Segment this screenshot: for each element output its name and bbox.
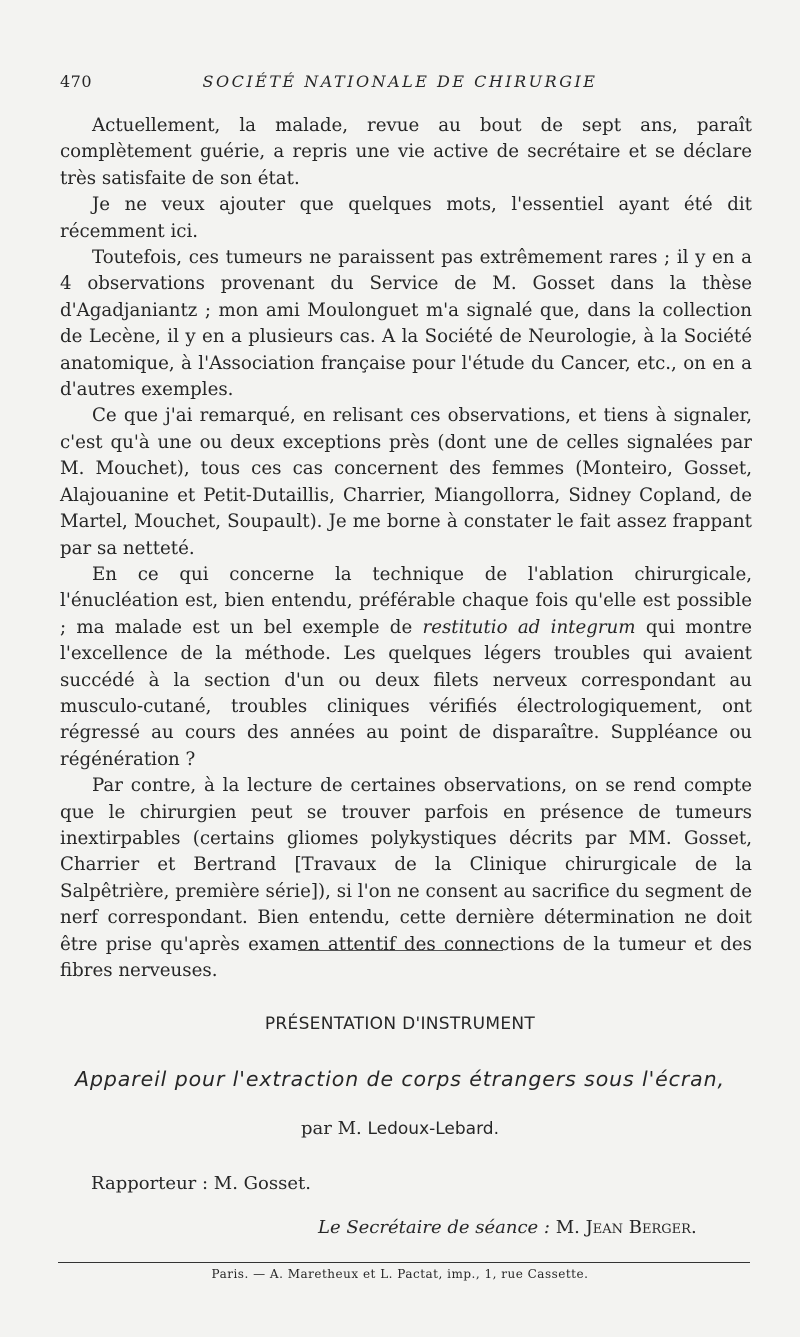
secretary-name: M. Jean Berger.: [555, 1217, 697, 1238]
rapporteur-line: Rapporteur : M. Gosset.: [91, 1173, 311, 1194]
article-body: [60, 113, 752, 984]
secretary-label: Le Secrétaire de séance :: [318, 1217, 550, 1238]
section-title: PRÉSENTATION D'INSTRUMENT: [264, 1014, 536, 1034]
author-prefix: par M.: [301, 1118, 362, 1139]
author-line: [0, 1118, 800, 1139]
paragraph: Ce que j'ai remarqué, en relisant ces observations, et tiens à signaler, c'est qu'à une ou deux exceptions près (dont une de celles signalées par M. Mouchet), tous ces cas concernent des femmes (Monteiro, Gosset, Alajouanine et Petit-Dutaillis, Charrier, Miangollorra, Sidney Copland, de Martel, Mouchet, Soupault). Je me borne à constater le fait assez frappant par sa netteté.: [60, 405, 752, 559]
paragraph: Je ne veux ajouter que quelques mots, l'essentiel ayant été dit récemment ici.: [60, 194, 752, 242]
paragraph: Actuellement, la malade, revue au bout de sept ans, paraît complètement guérie, a repris une vie active de secrétaire et se déclare très satisfaite de son état.: [60, 115, 752, 189]
section-divider: [298, 950, 503, 951]
paragraph-text: qui montre l'excellence de la méthode. Les quelques légers troubles qui avaient succédé à la section d'un ou deux filets nerveux correspondant au musculo-cutané, troubles cliniques vérifiés électrologiquement, ont régressé au cours des années au point de disparaître. Suppléance ou régénération ?: [60, 616, 752, 770]
printer-imprint: Paris. — A. Maretheux et L. Pactat, imp., 1, rue Cassette.: [211, 1267, 589, 1281]
page-number: 470: [60, 72, 93, 91]
latin-phrase: restitutio ad integrum: [422, 616, 636, 638]
paragraph: Toutefois, ces tumeurs ne paraissent pas extrêmement rares ; il y en a 4 observations provenant du Service de M. Gosset dans la thèse d'Agadjaniantz ; mon ami Moulonguet m'a signalé que, dans la collection de Lecène, il y en a plusieurs cas. A la Société de Neurologie, à la Société anatomique, à l'Association française pour l'étude du Cancer, etc., on en a d'autres exemples.: [60, 247, 752, 401]
article-title: Appareil pour l'extraction de corps étrangers sous l'écran,: [75, 1067, 725, 1091]
paragraph: Par contre, à la lecture de certaines observations, on se rend compte que le chirurgien peut se trouver parfois en présence de tumeurs inextirpables (certains gliomes polykystiques décrits par MM. Gosset, Charrier et Bertrand [Travaux de la Clinique chirurgicale de la Salpêtrière, première série]), si l'on ne consent au sacrifice du segment de nerf correspondant. Bien entendu, cette dernière détermination ne doit être prise qu'après examen attentif des connections de la tumeur et des fibres nerveuses.: [60, 775, 752, 981]
footer-rule: [58, 1262, 750, 1263]
paragraph-text: En ce qui concerne la technique de l'ablation chirurgicale, l'énucléation est, bien entendu, préférable chaque fois qu'elle est possible ; ma malade est un bel exemple de: [60, 563, 752, 638]
secretary-line: [318, 1217, 697, 1238]
author-name: Ledoux-Lebard.: [367, 1119, 499, 1139]
paragraph: [60, 562, 752, 773]
running-title: SOCIÉTÉ NATIONALE DE CHIRURGIE: [202, 72, 598, 91]
